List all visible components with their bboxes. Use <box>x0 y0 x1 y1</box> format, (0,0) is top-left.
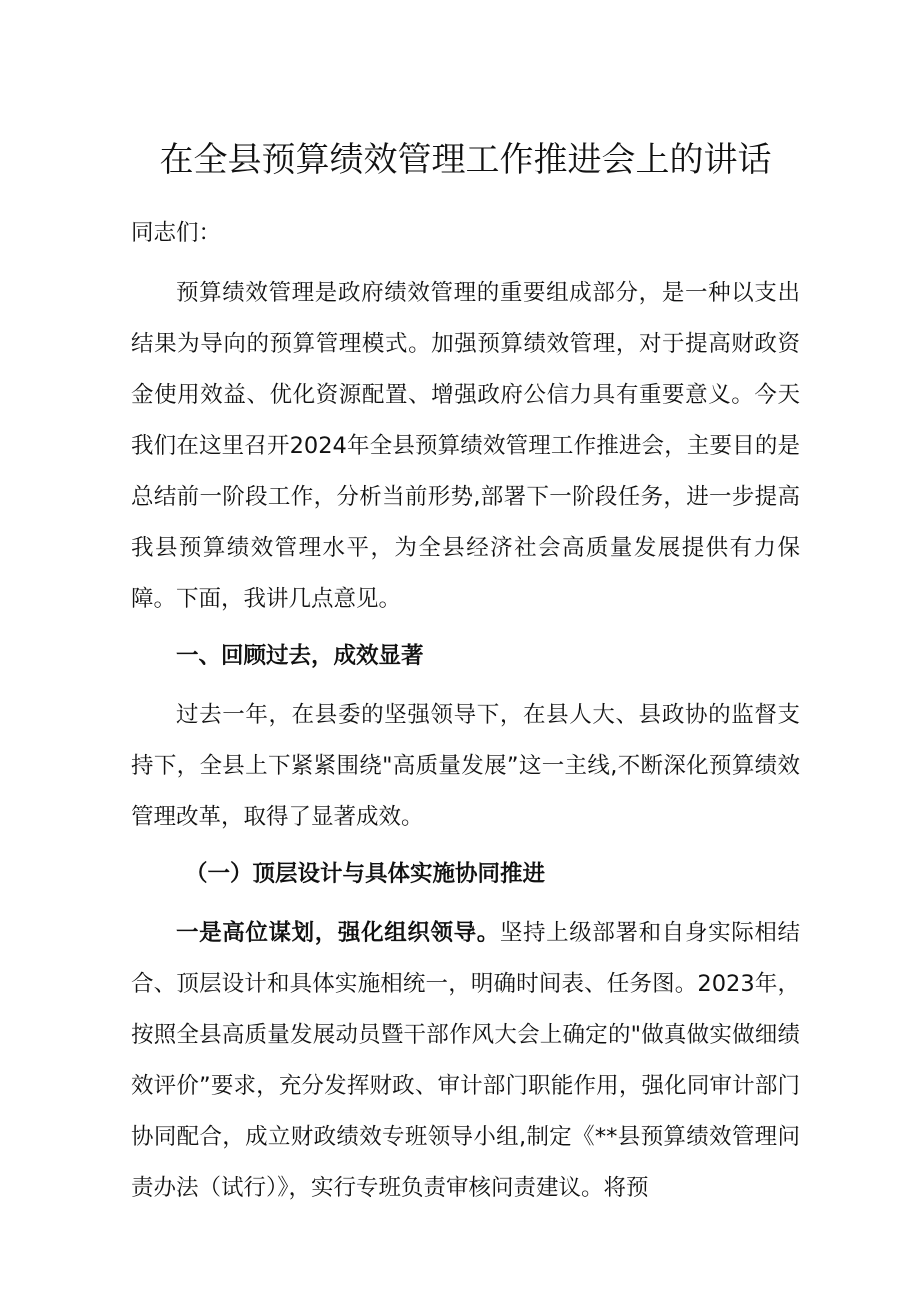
section-heading-1: 一、回顾过去，成效显著 <box>176 643 424 669</box>
paragraph-top-level-design <box>131 908 800 1214</box>
paragraph-review: 过去一年，在县委的坚强领导下，在县人大、县政协的监督支持下，全县上下紧紧围绕"高质量发展”这一主线,不断深化预算绩效管理改革，取得了显著成效。 <box>131 702 800 830</box>
paragraph-lead-phrase: 一是高位谋划，强化组织领导。 <box>176 920 500 946</box>
paragraph-body-text: 坚持上级部署和自身实际相结合、顶层设计和具体实施相统一，明确时间表、任务图。2023年，按照全县高质量发展动员暨干部作风大会上确定的"做真做实做细绩效评价”要求，充分发挥财政、审计部门职能作用，强化同审计部门协同配合，成立财政绩效专班领导小组,制定《**县预算绩效管理问责办法（试行）》，实行专班负责审核问责建议。将预 <box>131 920 800 1201</box>
document-title: 在全县预算绩效管理工作推进会上的讲话 <box>159 140 772 180</box>
paragraph-intro: 预算绩效管理是政府绩效管理的重要组成部分，是一种以支出结果为导向的预算管理模式。加强预算绩效管理，对于提高财政资金使用效益、优化资源配置、增强政府公信力具有重要意义。今天我们在这里召开2024年全县预算绩效管理工作推进会，主要目的是总结前一阶段工作，分析当前形势,部署下一阶段任务，进一步提高我县预算绩效管理水平，为全县经济社会高质量发展提供有力保障。下面，我讲几点意见。 <box>131 280 800 612</box>
salutation: 同志们： <box>131 220 222 246</box>
subsection-heading-1: （一）顶层设计与具体实施协同推进 <box>185 861 546 887</box>
